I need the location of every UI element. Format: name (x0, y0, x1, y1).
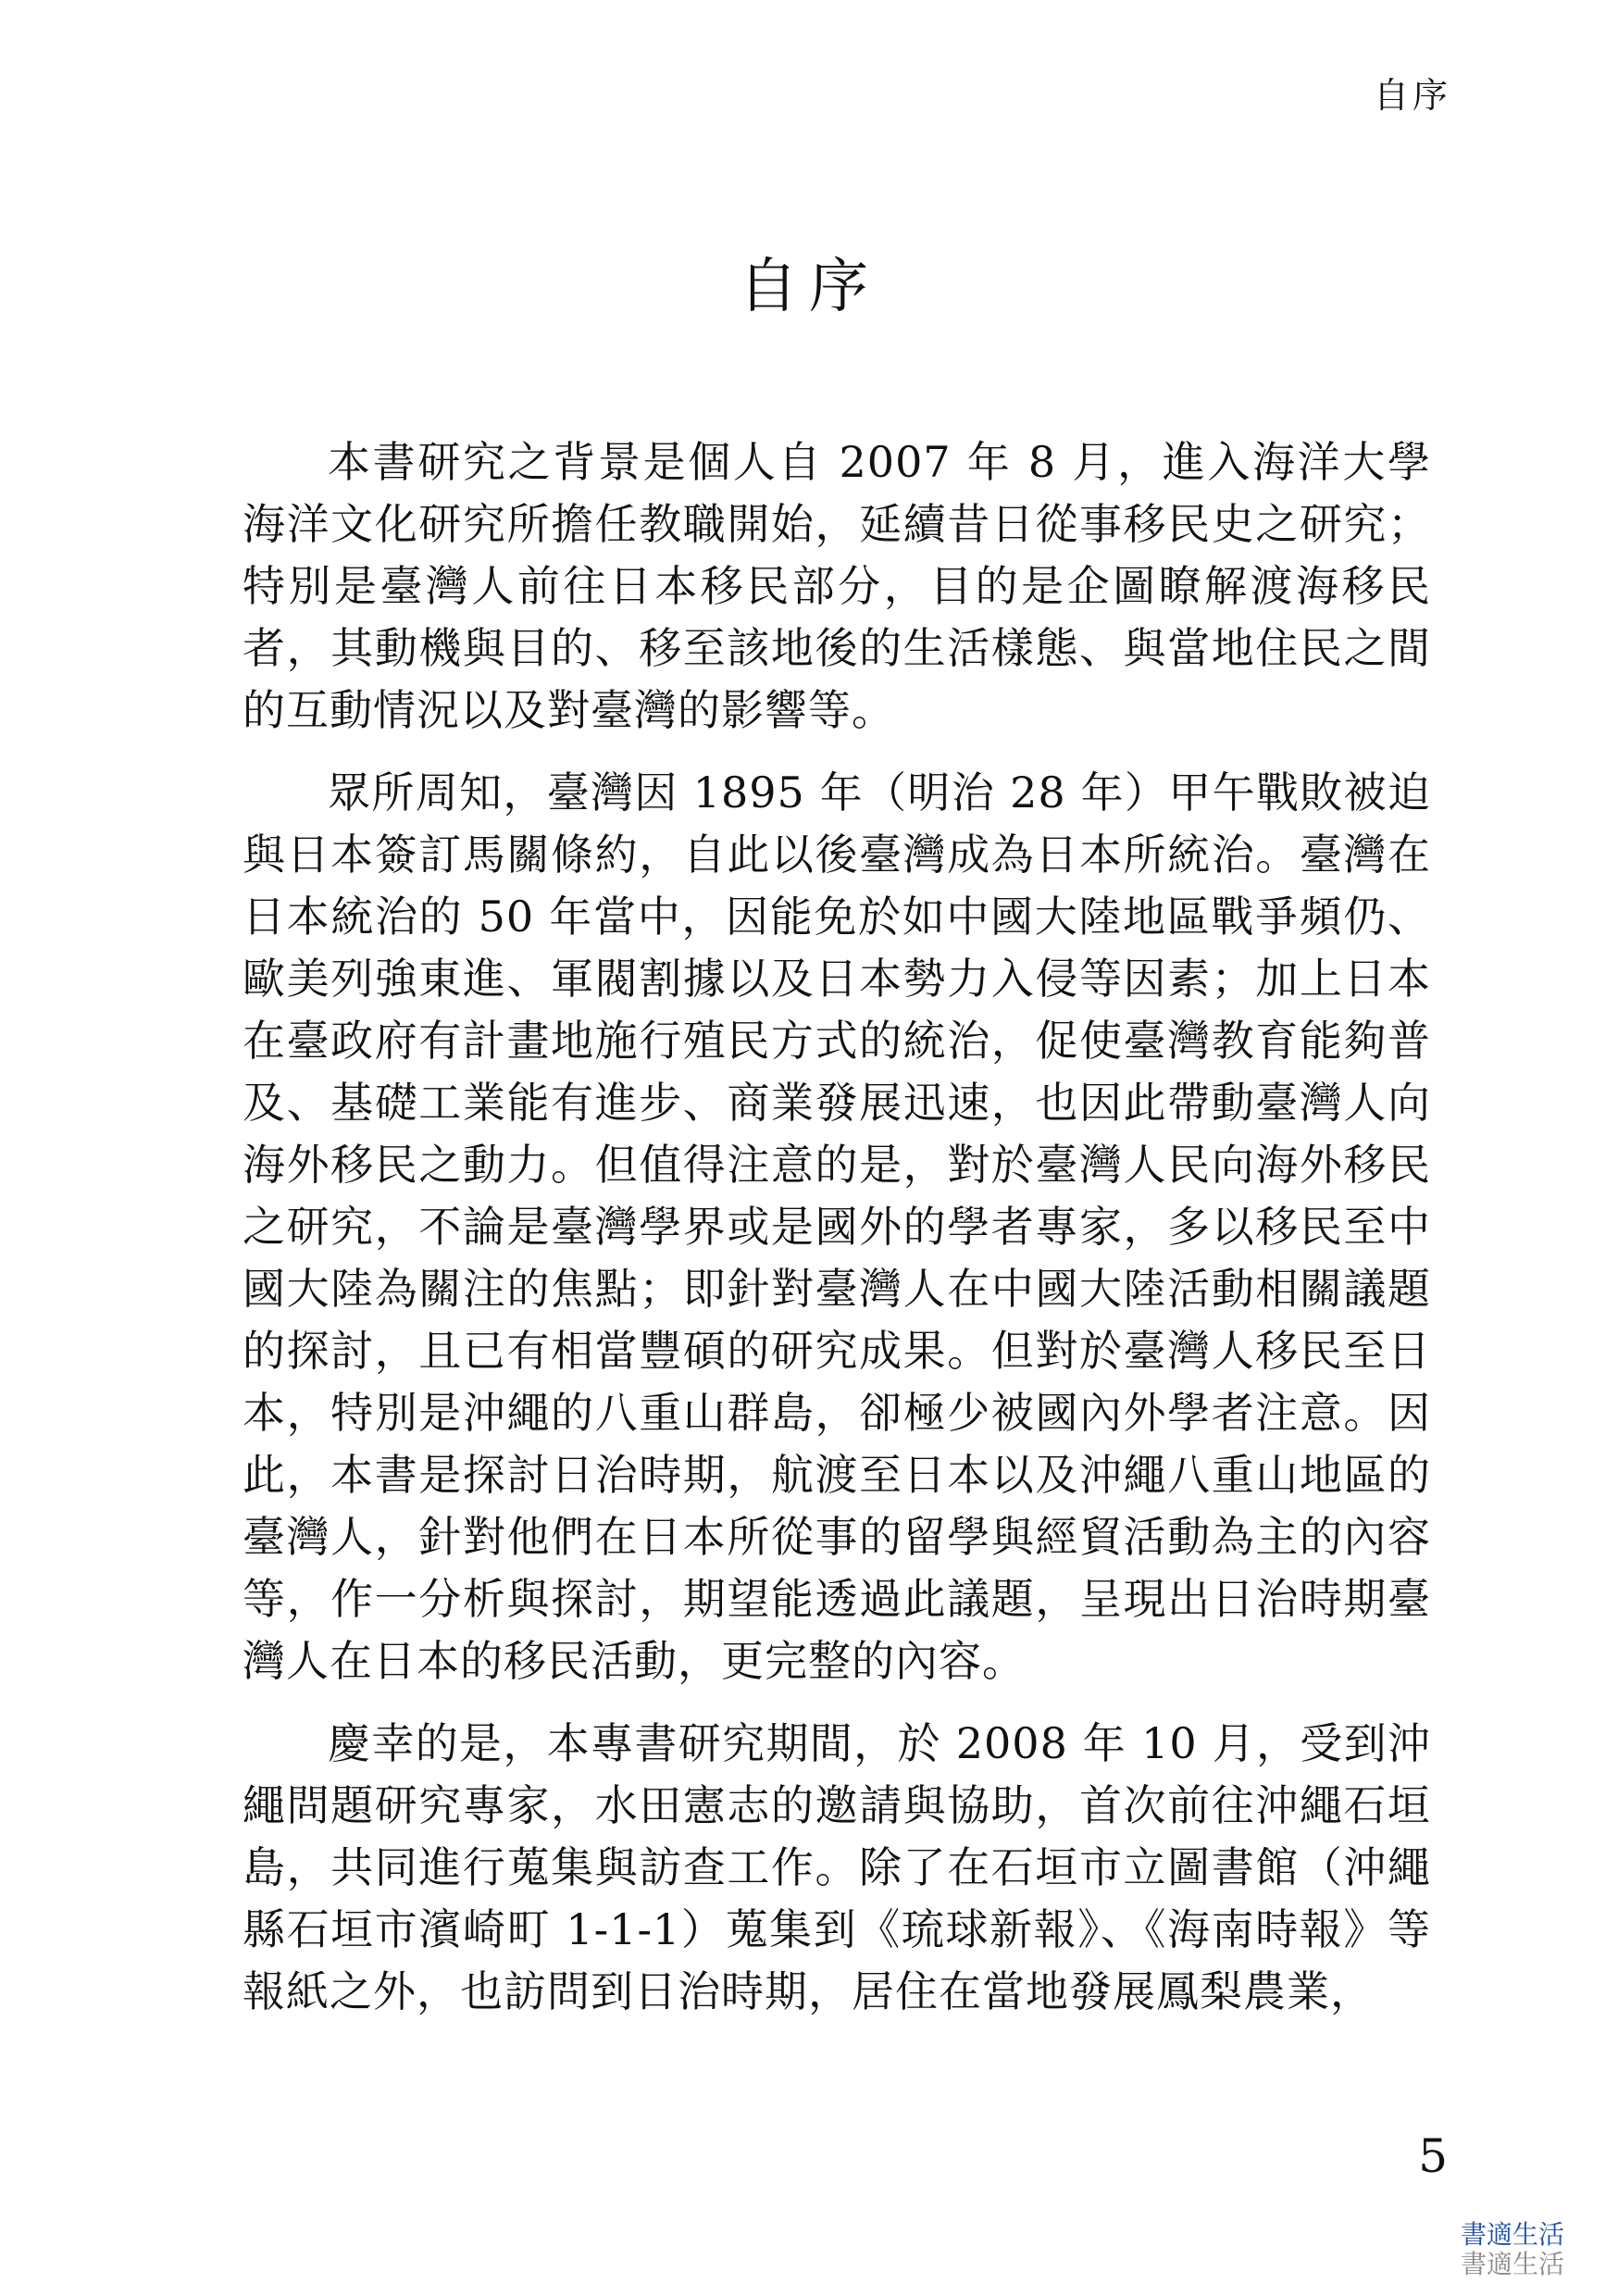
chapter-title: 自序 (739, 253, 879, 321)
paragraph-2: 眾所周知，臺灣因 1895 年（明治 28 年）甲午戰敗被迫與日本簽訂馬關條約，自此以後臺灣成為日本所統治。臺灣在日本統治的 50 年當中，因能免於如中國大陸地區戰爭頻仍、歐美列強東進、軍閥割據以及日本勢力入侵等因素；加上日本在臺政府有計畫地施行殖民方式的統治，促使臺灣教育能夠普及、基礎工業能有進步、商業發展迅速，也因此帶動臺灣人向海外移民之動力。但值得注意的是，對於臺灣人民向海外移民之研究，不論是臺灣學界或是國外的學者專家，多以移民至中國大陸為關注的焦點；即針對臺灣人在中國大陸活動相關議題的探討，且已有相當豐碩的研究成果。但對於臺灣人移民至日本，特別是沖繩的八重山群島，卻極少被國內外學者注意。因此，本書是探討日治時期，航渡至日本以及沖繩八重山地區的臺灣人，針對他們在日本所從事的留學與經貿活動為主的內容等，作一分析與探討，期望能透過此議題，呈現出日治時期臺灣人在日本的移民活動，更完整的內容。 (243, 767, 1431, 1686)
page-number: 5 (1418, 2129, 1448, 2183)
watermark-line-1: 書適生活 (1460, 2219, 1564, 2250)
publisher-watermark (1461, 2220, 1564, 2279)
body-text (243, 431, 1431, 2043)
watermark-line-2: 書適生活 (1460, 2249, 1564, 2279)
running-header: 自序 (1373, 75, 1451, 116)
paragraph-3: 慶幸的是，本專書研究期間，於 2008 年 10 月，受到沖繩問題研究專家，水田憲志的邀請與協助，首次前往沖繩石垣島，共同進行蒐集與訪查工作。除了在石垣市立圖書館（沖繩縣石垣市濱崎町 1-1-1）蒐集到《琉球新報》、《海南時報》等報紙之外，也訪問到日治時期，居住在當地發展鳳梨農業， (243, 1718, 1431, 2016)
paragraph-1: 本書研究之背景是個人自 2007 年 8 月，進入海洋大學海洋文化研究所擔任教職開始，延續昔日從事移民史之研究；特別是臺灣人前往日本移民部分，目的是企圖瞭解渡海移民者，其動機與目的、移至該地後的生活樣態、與當地住民之間的互動情況以及對臺灣的影響等。 (243, 437, 1431, 735)
